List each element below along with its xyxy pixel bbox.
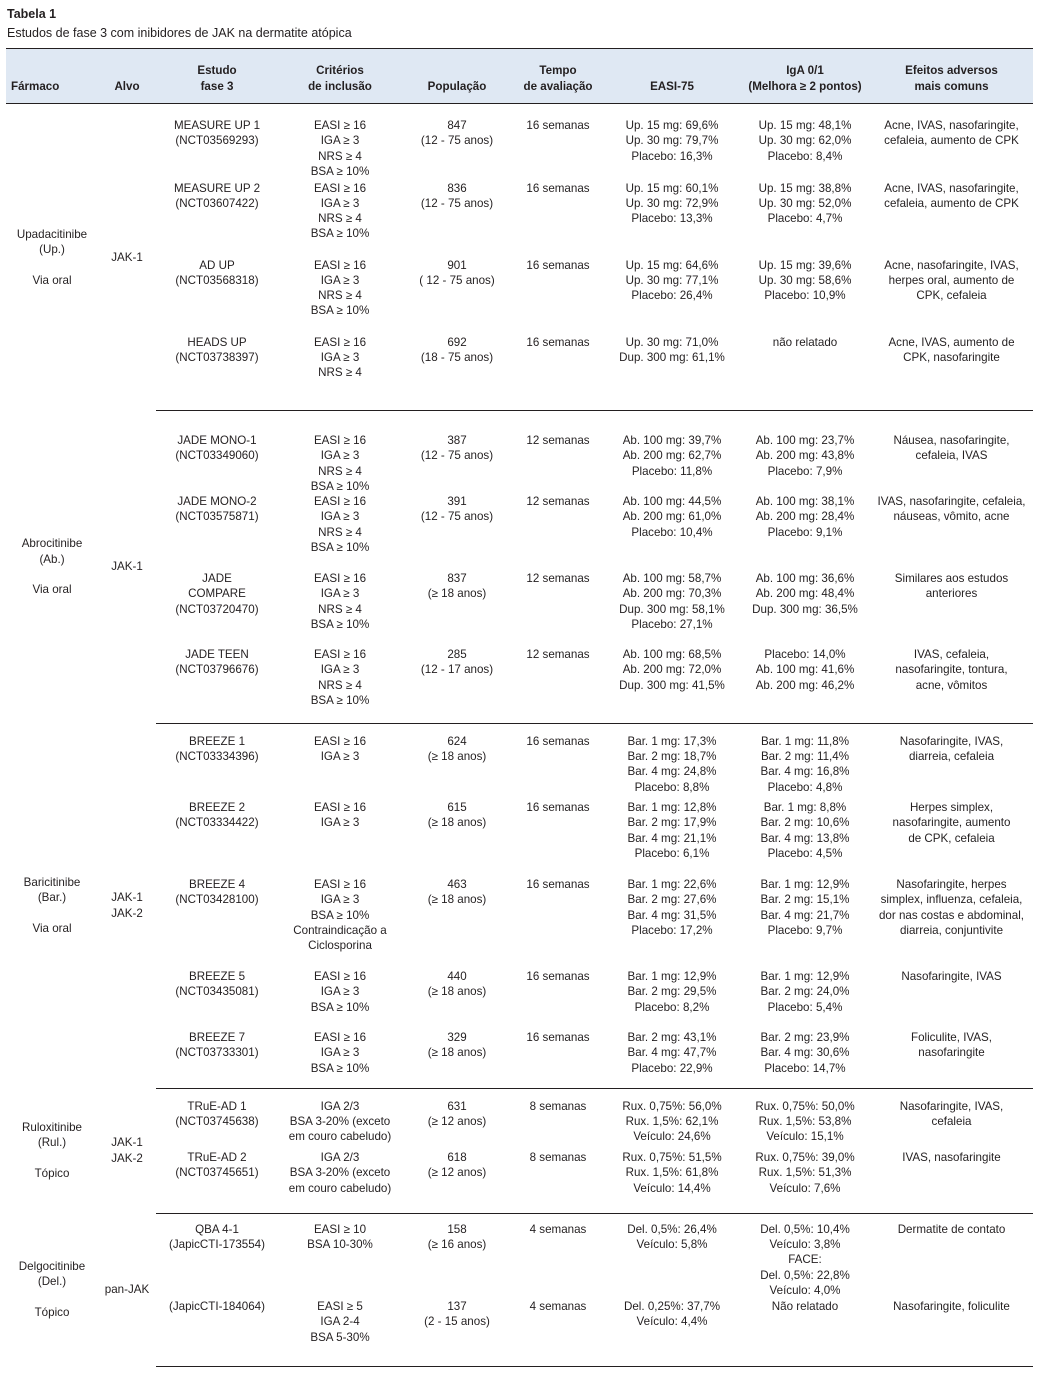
population-cell: 837 (≥ 18 anos) — [427, 572, 487, 601]
adverse-cell: Nasofaringite, IVAS, cefaleia — [899, 1099, 1004, 1128]
easi-cell: Bar. 1 mg: 22,6% Bar. 2 mg: 27,6% Bar. 4 mg: 31,5% Placebo: 17,2% — [627, 878, 717, 938]
population-cell: 692 (18 - 75 anos) — [402, 335, 512, 411]
iga-cell: Bar. 2 mg: 23,9% Bar. 4 mg: 30,6% Placebo: 14,7% — [740, 1030, 870, 1088]
criteria-cell: EASI ≥ 16 IGA ≥ 3 NRS ≥ 4 BSA ≥ 10% — [310, 572, 370, 632]
population-cell: 158 (≥ 16 anos) — [427, 1222, 487, 1251]
easi-cell: Bar. 1 mg: 12,8% Bar. 2 mg: 17,9% Bar. 4 mg: 21,1% Placebo: 6,1% — [627, 801, 717, 861]
easi-cell: Ab. 100 mg: 68,5% Ab. 200 mg: 72,0% Dup. 300 mg: 41,5% — [604, 647, 740, 723]
iga-cell: não relatado — [740, 335, 870, 411]
easi-cell: Rux. 0,75%: 56,0% Rux. 1,5%: 62,1% Veículo: 24,6% — [622, 1099, 722, 1144]
study-cell: JADE MONO-2 (NCT03575871) — [175, 495, 259, 524]
population-cell: 440 (≥ 18 anos) — [427, 970, 487, 999]
population-cell: 836 (12 - 75 anos) — [420, 181, 494, 210]
criteria-cell: EASI ≥ 5 IGA 2-4 BSA 5-30% — [278, 1299, 402, 1366]
easi-cell: Up. 15 mg: 64,6% Up. 30 mg: 77,1% Placebo: 26,4% — [625, 258, 719, 303]
header-study: Estudo fase 3 — [156, 49, 278, 104]
population-cell: 391 (12 - 75 anos) — [420, 495, 494, 524]
easi-cell: Up. 15 mg: 69,6% Up. 30 mg: 79,7% Placebo: 16,3% — [625, 119, 719, 163]
adverse-cell: Similares aos estudos anteriores — [894, 572, 1009, 601]
header-iga: IgA 0/1 (Melhora ≥ 2 pontos) — [740, 49, 870, 104]
adverse-cell: Nasofaringite, IVAS — [901, 970, 1002, 984]
adverse-cell: Acne, nasofaringite, IVAS, herpes oral, aumento de CPK, cefaleia — [884, 258, 1019, 303]
drug-cell: Upadacitinibe (Up.) Via oral — [16, 227, 88, 287]
population-cell: 901 ( 12 - 75 anos) — [419, 258, 495, 287]
table-row — [6, 1030, 1033, 1088]
time-cell: 12 semanas — [526, 434, 590, 447]
iga-cell: Bar. 1 mg: 12,9% Bar. 2 mg: 15,1% Bar. 4 mg: 21,7% Placebo: 9,7% — [760, 878, 850, 938]
table-caption-subtitle: Estudos de fase 3 com inibidores de JAK na dermatite atópica — [7, 26, 352, 40]
study-cell: JADE TEEN (NCT03796676) — [156, 647, 278, 723]
criteria-cell: EASI ≥ 16 IGA ≥ 3 NRS ≥ 4 BSA ≥ 10% — [310, 434, 370, 493]
iga-cell: Não relatado — [740, 1299, 870, 1366]
population-cell: 631 (≥ 12 anos) — [427, 1099, 487, 1128]
drug-cell: Ruloxitinibe (Rul.) Tópico — [22, 1121, 82, 1180]
header-adverse: Efeitos adversos mais comuns — [870, 49, 1033, 104]
time-cell: 16 semanas — [526, 734, 590, 748]
criteria-cell: IGA 2/3 BSA 3-20% (exceto em couro cabeludo) — [288, 1099, 392, 1144]
table-row — [6, 181, 1033, 258]
table-row — [6, 723, 1033, 800]
adverse-cell: Dermatite de contato — [897, 1222, 1006, 1236]
adverse-cell: Náusea, nasofaringite, cefaleia, IVAS — [893, 434, 1010, 463]
criteria-cell: EASI ≥ 16 IGA ≥ 3 — [313, 734, 367, 763]
iga-cell: Up. 15 mg: 48,1% Up. 30 mg: 62,0% Placebo: 8,4% — [758, 119, 852, 163]
study-cell: TRuE-AD 1 (NCT03745638) — [175, 1099, 259, 1128]
table-caption-title: Tabela 1 — [7, 7, 57, 21]
table-row — [6, 1088, 1033, 1150]
table-row — [6, 1150, 1033, 1213]
easi-cell: Up. 30 mg: 71,0% Dup. 300 mg: 61,1% — [604, 335, 740, 411]
easi-cell: Del. 0,5%: 26,4% Veículo: 5,8% — [627, 1222, 717, 1251]
iga-cell: Rux. 0,75%: 39,0% Rux. 1,5%: 51,3% Veículo: 7,6% — [740, 1150, 870, 1213]
adverse-cell: Acne, IVAS, aumento de CPK, nasofaringite — [870, 335, 1033, 411]
easi-cell: Ab. 100 mg: 58,7% Ab. 200 mg: 70,3% Dup. 300 mg: 58,1% Placebo: 27,1% — [619, 572, 725, 632]
population-cell: 387 (12 - 75 anos) — [420, 434, 494, 463]
study-cell: BREEZE 1 (NCT03334396) — [175, 734, 259, 763]
header-target: Alvo — [98, 49, 156, 104]
criteria-cell: EASI ≥ 16 IGA ≥ 3 NRS ≥ 4 — [278, 335, 402, 411]
time-cell: 12 semanas — [526, 572, 590, 586]
adverse-cell: IVAS, nasofaringite, cefaleia, náuseas, vômito, acne — [877, 495, 1026, 524]
iga-cell: Del. 0,5%: 10,4% Veículo: 3,8% FACE: Del. 0,5%: 22,8% Veículo: 4,0% — [760, 1222, 850, 1297]
criteria-cell: EASI ≥ 10 BSA 10-30% — [307, 1222, 373, 1251]
time-cell: 12 semanas — [526, 495, 590, 509]
population-cell: 463 (≥ 18 anos) — [427, 878, 487, 907]
time-cell: 16 semanas — [512, 1030, 604, 1088]
study-cell: QBA 4-1 (JapicCTI-173554) — [168, 1222, 265, 1251]
adverse-cell: Nasofaringite, IVAS, diarreia, cefaleia — [899, 734, 1004, 763]
table-body — [6, 104, 1033, 1367]
table-row — [6, 104, 1033, 181]
target-cell: JAK-1 — [111, 560, 143, 574]
iga-cell: Up. 15 mg: 39,6% Up. 30 mg: 58,6% Placebo: 10,9% — [758, 258, 852, 303]
easi-cell: Ab. 100 mg: 39,7% Ab. 200 mg: 62,7% Placebo: 11,8% — [622, 434, 722, 478]
iga-cell: Ab. 100 mg: 36,6% Ab. 200 mg: 48,4% Dup. 300 mg: 36,5% — [752, 572, 858, 616]
time-cell: 16 semanas — [526, 970, 590, 984]
criteria-cell: EASI ≥ 16 IGA ≥ 3 BSA ≥ 10% — [278, 1030, 402, 1088]
header-easi: EASI-75 — [604, 49, 740, 104]
criteria-cell: EASI ≥ 16 IGA ≥ 3 — [313, 801, 367, 830]
criteria-cell: EASI ≥ 16 IGA ≥ 3 NRS ≥ 4 BSA ≥ 10% — [310, 119, 370, 178]
header-drug: Fármaco — [6, 49, 98, 104]
study-cell: MEASURE UP 1 (NCT03569293) — [173, 119, 261, 148]
criteria-cell: EASI ≥ 16 IGA ≥ 3 BSA ≥ 10% — [310, 970, 370, 1014]
header-population: População — [402, 49, 512, 104]
population-cell: 618 (≥ 12 anos) — [402, 1150, 512, 1213]
time-cell: 16 semanas — [526, 258, 590, 272]
study-cell: (JapicCTI-184064) — [156, 1299, 278, 1366]
study-cell: BREEZE 5 (NCT03435081) — [175, 970, 259, 999]
population-cell: 285 (12 - 17 anos) — [402, 647, 512, 723]
table-row — [6, 494, 1033, 571]
time-cell: 16 semanas — [526, 119, 590, 132]
time-cell: 16 semanas — [512, 335, 604, 411]
study-cell: BREEZE 7 (NCT03733301) — [156, 1030, 278, 1088]
drug-cell: Abrocitinibe (Ab.) Via oral — [21, 537, 83, 597]
population-cell: 624 (≥ 18 anos) — [427, 734, 487, 763]
criteria-cell: IGA 2/3 BSA 3-20% (exceto em couro cabeludo) — [278, 1150, 402, 1213]
easi-cell: Ab. 100 mg: 44,5% Ab. 200 mg: 61,0% Placebo: 10,4% — [622, 495, 722, 539]
table-row — [6, 411, 1033, 495]
adverse-cell: IVAS, nasofaringite — [870, 1150, 1033, 1213]
iga-cell: Bar. 1 mg: 11,8% Bar. 2 mg: 11,4% Bar. 4 mg: 16,8% Placebo: 4,8% — [760, 734, 850, 794]
adverse-cell: Nasofaringite, foliculite — [870, 1299, 1033, 1366]
table-row — [6, 258, 1033, 335]
adverse-cell: Herpes simplex, nasofaringite, aumento de CPK, cefaleia — [892, 801, 1011, 845]
time-cell: 8 semanas — [529, 1099, 587, 1113]
criteria-cell: EASI ≥ 16 IGA ≥ 3 NRS ≥ 4 BSA ≥ 10% — [278, 647, 402, 723]
adverse-cell: Acne, IVAS, nasofaringite, cefaleia, aumento de CPK — [884, 181, 1019, 210]
time-cell: 16 semanas — [526, 878, 590, 892]
time-cell: 4 semanas — [512, 1299, 604, 1366]
adverse-cell: Acne, IVAS, nasofaringite, cefaleia, aumento de CPK — [884, 119, 1019, 148]
study-cell: TRuE-AD 2 (NCT03745651) — [156, 1150, 278, 1213]
adverse-cell: Foliculite, IVAS, nasofaringite — [870, 1030, 1033, 1088]
adverse-cell: Nasofaringite, herpes simplex, influenza, cefaleia, dor nas costas e abdominal, diarreia, conjuntivite — [878, 878, 1024, 938]
target-cell: JAK-1 JAK-2 — [111, 891, 143, 920]
criteria-cell: EASI ≥ 16 IGA ≥ 3 NRS ≥ 4 BSA ≥ 10% — [310, 495, 370, 555]
iga-cell: Rux. 0,75%: 50,0% Rux. 1,5%: 53,8% Veículo: 15,1% — [755, 1099, 855, 1144]
iga-cell: Placebo: 14,0% Ab. 100 mg: 41,6% Ab. 200 mg: 46,2% — [740, 647, 870, 723]
iga-cell: Bar. 1 mg: 12,9% Bar. 2 mg: 24,0% Placebo: 5,4% — [760, 970, 850, 1014]
drug-cell: Baricitinibe (Bar.) Via oral — [23, 876, 81, 935]
study-cell: BREEZE 4 (NCT03428100) — [175, 878, 259, 907]
study-cell: BREEZE 2 (NCT03334422) — [175, 801, 259, 830]
time-cell: 8 semanas — [512, 1150, 604, 1213]
table-row — [6, 1299, 1033, 1366]
criteria-cell: EASI ≥ 16 IGA ≥ 3 NRS ≥ 4 BSA ≥ 10% — [310, 258, 370, 318]
time-cell: 16 semanas — [526, 801, 590, 815]
time-cell: 12 semanas — [512, 647, 604, 723]
easi-cell: Bar. 1 mg: 17,3% Bar. 2 mg: 18,7% Bar. 4 mg: 24,8% Placebo: 8,8% — [627, 734, 717, 794]
drug-cell: Delgocitinibe (Del.) Tópico — [18, 1260, 86, 1319]
easi-cell: Bar. 2 mg: 43,1% Bar. 4 mg: 47,7% Placebo: 22,9% — [604, 1030, 740, 1088]
table-row — [6, 647, 1033, 723]
iga-cell: Ab. 100 mg: 23,7% Ab. 200 mg: 43,8% Placebo: 7,9% — [755, 434, 855, 478]
study-cell: JADE MONO-1 (NCT03349060) — [175, 434, 259, 463]
study-cell: JADE COMPARE (NCT03720470) — [175, 572, 259, 616]
time-cell: 4 semanas — [529, 1222, 587, 1236]
study-cell: MEASURE UP 2 (NCT03607422) — [173, 181, 261, 210]
jak-inhibitors-table — [6, 48, 1033, 1367]
header-time: Tempo de avaliação — [512, 49, 604, 104]
criteria-cell: EASI ≥ 16 IGA ≥ 3 NRS ≥ 4 BSA ≥ 10% — [310, 181, 370, 241]
easi-cell: Bar. 1 mg: 12,9% Bar. 2 mg: 29,5% Placebo: 8,2% — [627, 970, 717, 1014]
table-row — [6, 800, 1033, 877]
table-row — [6, 1213, 1033, 1299]
easi-cell: Rux. 0,75%: 51,5% Rux. 1,5%: 61,8% Veículo: 14,4% — [604, 1150, 740, 1213]
adverse-cell: IVAS, cefaleia, nasofaringite, tontura, acne, vômitos — [870, 647, 1033, 723]
target-cell: JAK-1 JAK-2 — [111, 1136, 143, 1165]
time-cell: 16 semanas — [526, 181, 590, 195]
study-cell: HEADS UP (NCT03738397) — [156, 335, 278, 411]
table-row — [6, 969, 1033, 1030]
population-cell: 615 (≥ 18 anos) — [427, 801, 487, 830]
table-row — [6, 335, 1033, 411]
table-row — [6, 877, 1033, 969]
iga-cell: Up. 15 mg: 38,8% Up. 30 mg: 52,0% Placebo: 4,7% — [758, 181, 852, 226]
population-cell: 847 (12 - 75 anos) — [420, 119, 494, 148]
target-cell: pan-JAK — [104, 1283, 150, 1297]
header-criteria: Critérios de inclusão — [278, 49, 402, 104]
criteria-cell: EASI ≥ 16 IGA ≥ 3 BSA ≥ 10% Contraindicação a Ciclosporina — [293, 878, 387, 953]
header-row — [6, 49, 1033, 104]
easi-cell: Del. 0,25%: 37,7% Veículo: 4,4% — [604, 1299, 740, 1366]
iga-cell: Bar. 1 mg: 8,8% Bar. 2 mg: 10,6% Bar. 4 mg: 13,8% Placebo: 4,5% — [760, 801, 850, 861]
table-row — [6, 571, 1033, 647]
study-cell: AD UP (NCT03568318) — [175, 258, 259, 287]
easi-cell: Up. 15 mg: 60,1% Up. 30 mg: 72,9% Placebo: 13,3% — [625, 181, 719, 226]
population-cell: 329 (≥ 18 anos) — [402, 1030, 512, 1088]
population-cell: 137 (2 - 15 anos) — [402, 1299, 512, 1366]
iga-cell: Ab. 100 mg: 38,1% Ab. 200 mg: 28,4% Placebo: 9,1% — [755, 495, 855, 539]
target-cell: JAK-1 — [111, 250, 143, 264]
